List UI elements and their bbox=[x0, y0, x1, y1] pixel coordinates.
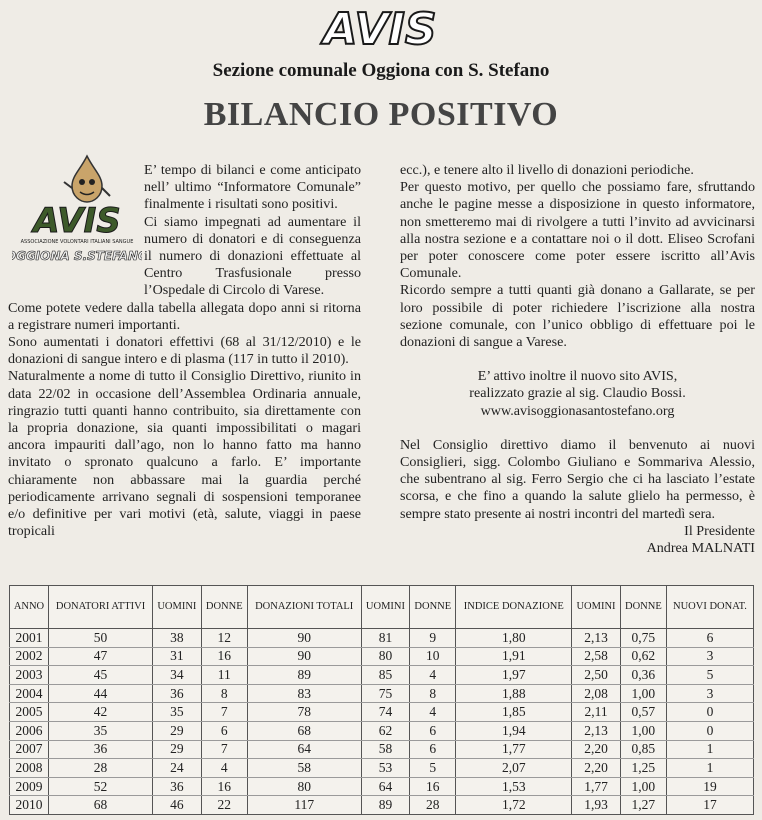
table-row bbox=[10, 703, 754, 722]
table-cell: 50 bbox=[48, 629, 152, 648]
table-cell: 62 bbox=[361, 721, 410, 740]
table-cell: 2,13 bbox=[572, 721, 621, 740]
table-cell: 1,80 bbox=[456, 629, 572, 648]
table-row bbox=[10, 666, 754, 685]
table-cell: 90 bbox=[247, 629, 361, 648]
table-cell: 4 bbox=[410, 703, 456, 722]
table-cell: 2,20 bbox=[572, 759, 621, 778]
table-cell: 1,77 bbox=[456, 740, 572, 759]
table-header-cell: DONAZIONI TOTALI bbox=[247, 586, 361, 629]
table-cell: 1,00 bbox=[620, 721, 666, 740]
table-row bbox=[10, 629, 754, 648]
table-cell: 68 bbox=[48, 796, 152, 815]
table-cell: 80 bbox=[361, 647, 410, 666]
table-cell: 2001 bbox=[10, 629, 49, 648]
table-cell: 10 bbox=[410, 647, 456, 666]
table-cell: 85 bbox=[361, 666, 410, 685]
table-cell: 7 bbox=[201, 740, 247, 759]
table-cell: 19 bbox=[666, 777, 753, 796]
table-cell: 2007 bbox=[10, 740, 49, 759]
table-cell: 44 bbox=[48, 684, 152, 703]
page-title: BILANCIO POSITIVO bbox=[203, 96, 559, 133]
table-cell: 16 bbox=[201, 777, 247, 796]
badge-location-text: OGGIONA S.STEFANO bbox=[12, 249, 142, 263]
table-cell: 2008 bbox=[10, 759, 49, 778]
table-cell: 78 bbox=[247, 703, 361, 722]
table-row bbox=[10, 684, 754, 703]
table-row bbox=[10, 647, 754, 666]
table-cell: 29 bbox=[153, 721, 202, 740]
donation-statistics-table bbox=[9, 585, 754, 815]
signature-role: Il Presidente bbox=[684, 522, 755, 539]
table-cell: 1,77 bbox=[572, 777, 621, 796]
signature-name: Andrea MALNATI bbox=[646, 540, 755, 557]
table-cell: 6 bbox=[410, 721, 456, 740]
table-cell: 4 bbox=[201, 759, 247, 778]
article-left-column bbox=[8, 162, 361, 540]
table-cell: 83 bbox=[247, 684, 361, 703]
table-cell: 17 bbox=[666, 796, 753, 815]
table-row bbox=[10, 777, 754, 796]
table-cell: 0,36 bbox=[620, 666, 666, 685]
table-cell: 1,93 bbox=[572, 796, 621, 815]
table-cell: 36 bbox=[153, 684, 202, 703]
table-cell: 38 bbox=[153, 629, 202, 648]
table-cell: 9 bbox=[410, 629, 456, 648]
table-row bbox=[10, 740, 754, 759]
table-cell: 2010 bbox=[10, 796, 49, 815]
table-cell: 1,88 bbox=[456, 684, 572, 703]
website-credit: realizzato grazie al sig. Claudio Bossi. bbox=[469, 385, 686, 402]
table-row bbox=[10, 796, 754, 815]
avis-logo bbox=[310, 4, 450, 50]
table-cell: 35 bbox=[48, 721, 152, 740]
section-subtitle: Sezione comunale Oggiona con S. Stefano bbox=[212, 60, 550, 81]
badge-small-text: ASSOCIAZIONE VOLONTARI ITALIANI SANGUE bbox=[20, 239, 134, 245]
table-cell: 28 bbox=[410, 796, 456, 815]
article-paragraph: Naturalmente a nome di tutto il Consiglio Direttivo, riunito in data 22/02 in occasione dell’Assemblea Ordinaria annuale, ringrazio tutti quanti hanno contribuito, sia direttamente con la propria donazione, sia quanti impossibilitati o magari ancora impauriti dall’ago, non lo hanno fatto ma hanno invitato o spronato qualcuno a farlo. E’ importante chiaramente non abbassare mai la guardia perché periodicamente arrivano segnali di sospensioni temporanee e/o definitive per vari motivi (età, salute, viaggi in paese tropicali bbox=[8, 368, 361, 540]
table-cell: 64 bbox=[247, 740, 361, 759]
table-cell: 53 bbox=[361, 759, 410, 778]
table-cell: 0,57 bbox=[620, 703, 666, 722]
article-paragraph: ecc.), e tenere alto il livello di donazioni periodiche. bbox=[400, 162, 694, 178]
table-cell: 46 bbox=[153, 796, 202, 815]
badge-avis-text: AVIS bbox=[33, 201, 121, 241]
table-header-cell: INDICE DONAZIONE bbox=[456, 586, 572, 629]
table-row bbox=[10, 721, 754, 740]
table-cell: 1 bbox=[666, 740, 753, 759]
table-header-cell: UOMINI bbox=[572, 586, 621, 629]
website-announcement: E’ attivo inoltre il nuovo sito AVIS, bbox=[477, 368, 678, 385]
table-cell: 81 bbox=[361, 629, 410, 648]
table-cell: 58 bbox=[361, 740, 410, 759]
table-cell: 5 bbox=[666, 666, 753, 685]
article-paragraph: Per questo motivo, per quello che possiamo fare, sfruttando anche le pagine messe a disposizione in questo informatore, non smetteremo mai di rivolgere a tutti l’invito ad avvicinarsi alla nostra sezione e a contattare noi o il dott. Eliseo Scrofani per poter conoscere come poter essere iscritto all’Avis Comunale. bbox=[400, 179, 755, 282]
table-cell: 80 bbox=[247, 777, 361, 796]
table-cell: 90 bbox=[247, 647, 361, 666]
table-cell: 47 bbox=[48, 647, 152, 666]
table-header-row bbox=[10, 586, 754, 629]
table-cell: 45 bbox=[48, 666, 152, 685]
article-paragraph: Sono aumentati i donatori effettivi (68 al 31/12/2010) e le donazioni di sangue intero e di plasma (117 in tutto il 2010). bbox=[8, 334, 361, 368]
table-cell: 35 bbox=[153, 703, 202, 722]
table-cell: 2,58 bbox=[572, 647, 621, 666]
table-cell: 2003 bbox=[10, 666, 49, 685]
table-cell: 1,72 bbox=[456, 796, 572, 815]
table-cell: 2,07 bbox=[456, 759, 572, 778]
table-cell: 89 bbox=[247, 666, 361, 685]
table-cell: 34 bbox=[153, 666, 202, 685]
article-paragraph: Ci siamo impegnati ad aumentare il numero di donatori e di conseguenza il numero di donazioni effettuate al Centro Trasfusionale presso l’Ospedale di Circolo di Varese. bbox=[144, 213, 361, 299]
table-cell: 3 bbox=[666, 684, 753, 703]
table-cell: 1,00 bbox=[620, 777, 666, 796]
table-cell: 31 bbox=[153, 647, 202, 666]
table-cell: 0 bbox=[666, 703, 753, 722]
table-cell: 2002 bbox=[10, 647, 49, 666]
table-cell: 2009 bbox=[10, 777, 49, 796]
table-body bbox=[10, 629, 754, 815]
table-cell: 0,85 bbox=[620, 740, 666, 759]
table-cell: 11 bbox=[201, 666, 247, 685]
table-cell: 2005 bbox=[10, 703, 49, 722]
article-right-column bbox=[400, 162, 755, 557]
table-cell: 1,97 bbox=[456, 666, 572, 685]
table-header-cell: DONNE bbox=[201, 586, 247, 629]
table-cell: 6 bbox=[666, 629, 753, 648]
table-cell: 1,91 bbox=[456, 647, 572, 666]
table-cell: 4 bbox=[410, 666, 456, 685]
table-cell: 1,53 bbox=[456, 777, 572, 796]
table-cell: 2,13 bbox=[572, 629, 621, 648]
table-cell: 1,00 bbox=[620, 684, 666, 703]
table-cell: 42 bbox=[48, 703, 152, 722]
table-cell: 1 bbox=[666, 759, 753, 778]
table-cell: 8 bbox=[201, 684, 247, 703]
table-cell: 0 bbox=[666, 721, 753, 740]
table-cell: 74 bbox=[361, 703, 410, 722]
table-row bbox=[10, 759, 754, 778]
table-cell: 0,75 bbox=[620, 629, 666, 648]
table-cell: 3 bbox=[666, 647, 753, 666]
table-cell: 64 bbox=[361, 777, 410, 796]
table-cell: 28 bbox=[48, 759, 152, 778]
article-paragraph: Come potete vedere dalla tabella allegata dopo anni si ritorna a registrare numeri importanti. bbox=[8, 299, 361, 333]
table-cell: 6 bbox=[201, 721, 247, 740]
table-cell: 29 bbox=[153, 740, 202, 759]
table-cell: 7 bbox=[201, 703, 247, 722]
table-cell: 68 bbox=[247, 721, 361, 740]
table-cell: 52 bbox=[48, 777, 152, 796]
table-cell: 1,27 bbox=[620, 796, 666, 815]
table-cell: 6 bbox=[410, 740, 456, 759]
table-cell: 2,08 bbox=[572, 684, 621, 703]
table-cell: 58 bbox=[247, 759, 361, 778]
table-header-cell: DONATORI ATTIVI bbox=[48, 586, 152, 629]
table-cell: 1,94 bbox=[456, 721, 572, 740]
table-header-cell: DONNE bbox=[410, 586, 456, 629]
table-cell: 89 bbox=[361, 796, 410, 815]
table-cell: 2,11 bbox=[572, 703, 621, 722]
table-cell: 1,85 bbox=[456, 703, 572, 722]
table-cell: 22 bbox=[201, 796, 247, 815]
table-cell: 24 bbox=[153, 759, 202, 778]
table-cell: 117 bbox=[247, 796, 361, 815]
website-url: www.avisoggionasantostefano.org bbox=[480, 402, 675, 419]
table-cell: 0,62 bbox=[620, 647, 666, 666]
table-cell: 2006 bbox=[10, 721, 49, 740]
article-paragraph: Nel Consiglio direttivo diamo il benvenuto ai nuovi Consiglieri, sigg. Colombo Giuliano e Sommariva Alessio, che subentrano al sig. Ferro Sergio che ci ha lasciato l’estate scorsa, e che fino a quando la salute glielo ha permesso, è sempre stato presente ai nostri incontri del martedì sera. bbox=[400, 436, 755, 522]
table-header-cell: ANNO bbox=[10, 586, 49, 629]
table-header-cell: UOMINI bbox=[361, 586, 410, 629]
table-cell: 16 bbox=[201, 647, 247, 666]
table-cell: 12 bbox=[201, 629, 247, 648]
table-cell: 2,20 bbox=[572, 740, 621, 759]
logo-text: AVIS bbox=[323, 4, 437, 50]
article-paragraph: Ricordo sempre a tutti quanti già donano a Gallarate, se per loro possibile di poter richiedere l’iscrizione alla nostra sezione comunale, con l’unico obbligo di effettuare poi le donazioni di sangue a Varese. bbox=[400, 282, 755, 351]
table-cell: 16 bbox=[410, 777, 456, 796]
table-cell: 75 bbox=[361, 684, 410, 703]
table-cell: 5 bbox=[410, 759, 456, 778]
table-cell: 1,25 bbox=[620, 759, 666, 778]
table-header-cell: DONNE bbox=[620, 586, 666, 629]
article-paragraph: E’ tempo di bilanci e come anticipato nell’ ultimo “Informatore Comunale” finalmente i risultati sono positivi. bbox=[144, 162, 361, 213]
table-cell: 8 bbox=[410, 684, 456, 703]
table-header-cell: NUOVI DONAT. bbox=[666, 586, 753, 629]
table-header-cell: UOMINI bbox=[153, 586, 202, 629]
table-cell: 36 bbox=[48, 740, 152, 759]
table-cell: 2004 bbox=[10, 684, 49, 703]
table-cell: 2,50 bbox=[572, 666, 621, 685]
table-cell: 36 bbox=[153, 777, 202, 796]
